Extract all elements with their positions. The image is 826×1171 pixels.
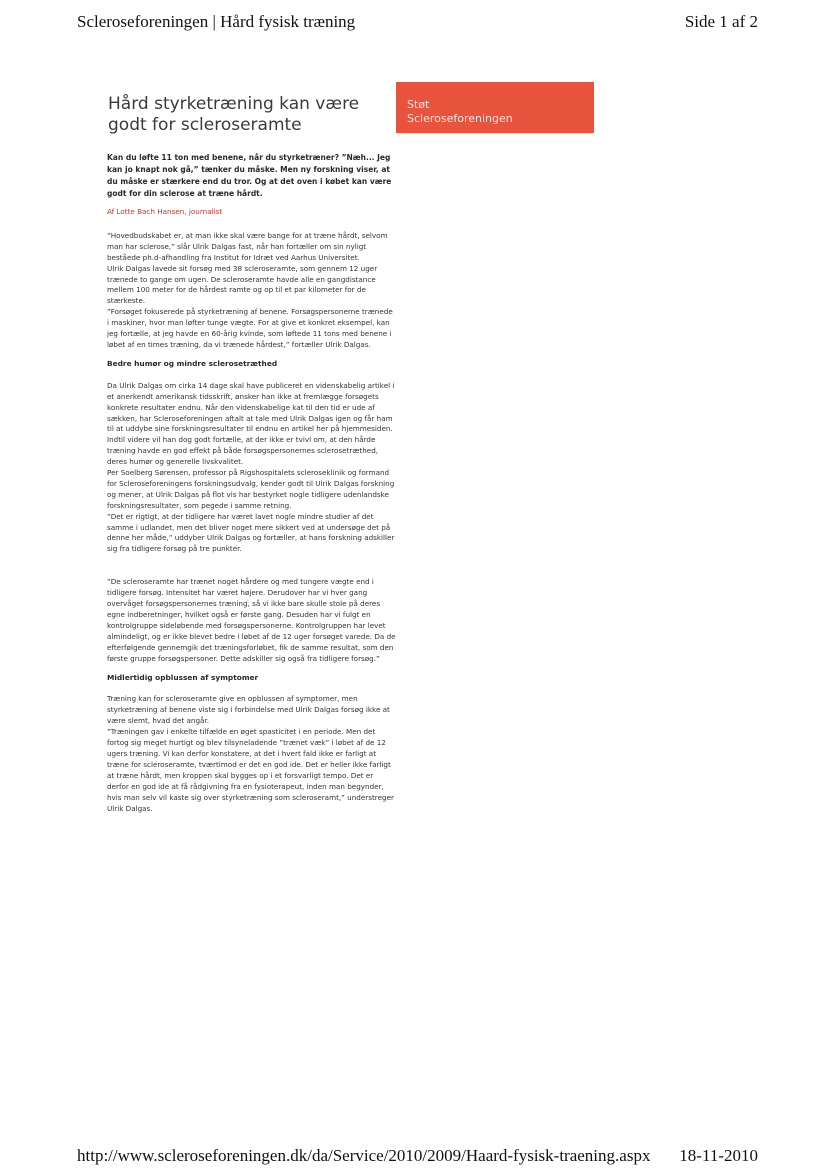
- support-button[interactable]: [396, 82, 594, 133]
- support-label-line1: Støt: [407, 98, 430, 111]
- article-body: [107, 152, 397, 814]
- quote-paragraph: ”De scleroseramte har trænet noget hårdere og med tungere vægte end i tidligere forsøg. Intensitet har været højere. Derudover har vi hver gang overvåget forsøgspersonernes træning, så vi ikke bare skulle stole på deres egne indberetninger, hvilket også er første gang. Desuden har vi fulgt en kontrolgruppe sideløbende med forsøgspersonerne. Kontrolgruppen har levet almindeligt, og er ikke blevet bedre i løbet af de 12 uger forsøget varede. Da de efterfølgende gennemgik det træningsforløbet, fik de samme resultat, som den første gruppe forsøgspersoner. Dette adskiller sig også fra tidligere forsøg.”: [107, 577, 396, 663]
- paragraph: ”Hovedbudskabet er, at man ikke skal være bange for at træne hårdt, selvom man har sclerose,” slår Ulrik Dalgas fast, når han fortæller om sin nyligt beståede ph.d-afhandling fra Institut for Idræt ved Aarhus Universitet.: [107, 230, 388, 262]
- paragraph: ”Det er rigtigt, at der tidligere har været lavet nogle mindre studier af det samme i udlandet, men det bliver noget mere sikkert ved at undersøge det på denne her måde,” uddyber Ulrik Dalgas og fortæller, at hans forskning adskiller sig fra tidligere forsøg på tre punkter.: [107, 511, 395, 554]
- section-heading: Midlertidig opblussen af symptomer: [107, 672, 259, 682]
- article-lead: Kan du løfte 11 ton med benene, når du styrketræner? ”Næh... Jeg kan jo knapt nok gå,” tænker du måske. Men ny forskning viser, at du måske er stærkere end du tror. Og at det oven i købet kan være godt for din sclerose at træne hårdt.: [107, 153, 392, 198]
- paragraph: Per Soelberg Sørensen, professor på Rigshospitalets scleroseklinik og formand for Scleroseforeningens forskningsudvalg, kender godt til Ulrik Dalgas forskning og mener, at Ulrik Dalgas på flot vis har bestyrket nogle tidligere udenlandske forskningsresultater, som pegede i samme retning.: [107, 468, 395, 510]
- paragraph: Da Ulrik Dalgas om cirka 14 dage skal have publiceret en videnskabelig artikel i et anerkendt amerikansk tidsskrift, ønsker han ikke at fremlægge forsøgets konkrete resultater endnu. Når den videnskabelige kat til den tid er ude af sækken, har Scleroseforeningen aftalt at tale med Ulrik Dalgas igen og får ham til at uddybe sine forskningsresultater til endnu en artikel her på hjemmesiden. Indtil videre vil han dog godt fortælle, at der ikke er tvivl om, at den hårde træning havde en god effekt på både forsøgspersonernes sclerosetræthed, deres humør og generelle livskvalitet.: [107, 380, 395, 467]
- section-heading: Bedre humør og mindre sclerosetræthed: [107, 358, 278, 368]
- article-title: Hård styrketræning kan være godt for scleroseramte: [108, 94, 360, 135]
- print-footer-date: 18-11-2010: [679, 1146, 758, 1165]
- paragraph: ”Forsøget fokuserede på styrketræning af benene. Forsøgspersonerne trænede i maskiner, hvor man løfter tunge vægte. For at give et konkret eksempel, kan jeg fortælle, at jeg havde en 60-årig kvinde, som løftede 11 tons med benene i løbet af en times træning, da vi trænede hårdest,” fortæller Ulrik Dalgas.: [107, 307, 393, 349]
- paragraph: ”Træningen gav i enkelte tilfælde en øget spasticitet i en periode. Men det fortog sig meget hurtigt og blev tilsyneladende ”trænet væk” i løbet af de 12 ugers træning. Vi kan derfor konstatere, at det i hvert fald ikke er farligt at træne for scleroseramte, tværtimod er det en god ide. Det er heller ikke farligt at træne hårdt, men kroppen skal bygges op i et forsvarligt tempo. Det er derfor en god ide at få rådgivning fra en fysioterapeut, inden man begynder, hvis man selv vil kaste sig over styrketræning som scleroseramt,” understreger Ulrik Dalgas.: [107, 727, 394, 813]
- print-header-page-number: Side 1 af 2: [684, 12, 758, 31]
- paragraph: Ulrik Dalgas lavede sit forsøg med 38 scleroseramte, som gennem 12 uger trænede to gange om ugen. De scleroseramte havde alle en gangdistance mellem 100 meter for de hårdest ramte og op til et par kilometer for de stærkeste.: [107, 263, 378, 306]
- paragraph: Træning kan for scleroseramte give en opblussen af symptomer, men styrketræning af benene viste sig i forbindelse med Ulrik Dalgas forsøg ikke at være slemt, hvad det angår.: [107, 694, 390, 726]
- print-header: [77, 12, 758, 32]
- print-footer-url: http://www.scleroseforeningen.dk/da/Service/2010/2009/Haard-fysisk-traening.aspx: [77, 1146, 651, 1165]
- print-header-title: Scleroseforeningen | Hård fysisk træning: [77, 12, 356, 31]
- support-label-line2: Scleroseforeningen: [407, 112, 513, 125]
- article-byline[interactable]: Af Lotte Bach Hansen, journalist: [107, 207, 223, 216]
- print-footer: [77, 1146, 758, 1166]
